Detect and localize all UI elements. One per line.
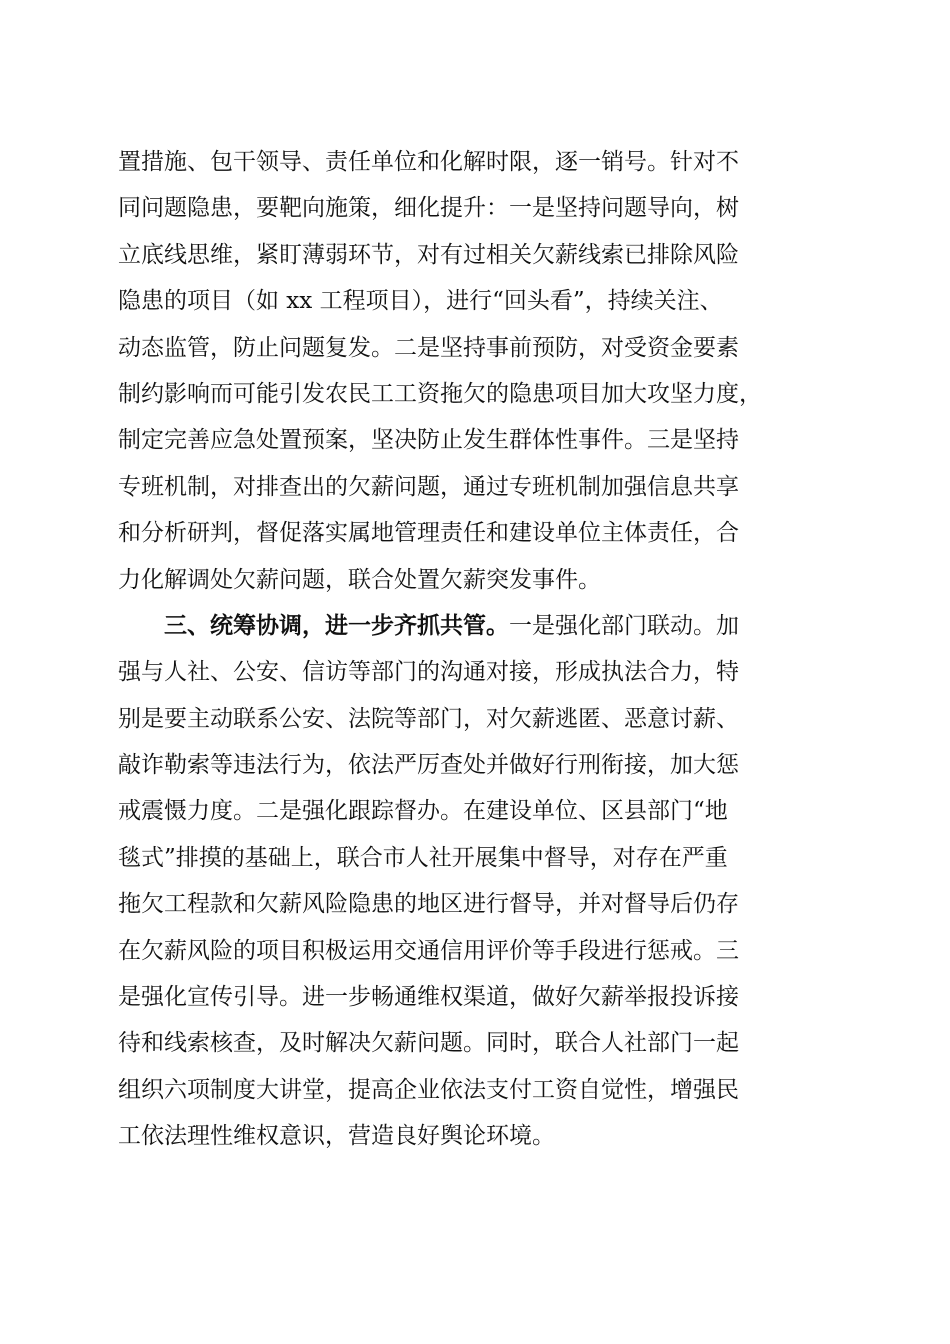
text-line xyxy=(118,603,838,649)
section-heading: 三、统筹协调，进一步齐抓共管。 xyxy=(164,612,509,639)
text-line: 制约影响而可能引发农民工工资拖欠的隐患项目加大攻坚力度， xyxy=(118,380,762,407)
text-line: 组织六项制度大讲堂，提高企业依法支付工资自觉性，增强民 xyxy=(118,1076,739,1103)
paragraph xyxy=(118,139,838,603)
text-line: 敲诈勒索等违法行为，依法严厉查处并做好行刑衔接，加大惩 xyxy=(118,752,739,779)
text-line: 力化解调处欠薪问题，联合处置欠薪突发事件。 xyxy=(118,566,601,593)
text-line: 同问题隐患，要靶向施策，细化提升：一是坚持问题导向，树 xyxy=(118,195,739,222)
text-line: 工依法理性维权意识，营造良好舆论环境。 xyxy=(118,1123,555,1150)
text-run: 一是强化部门联动。加 xyxy=(509,612,739,639)
text-line: 专班机制，对排查出的欠薪问题，通过专班机制加强信息共享 xyxy=(118,473,739,500)
text-line: 隐患的项目（如 xx 工程项目），进行“回头看”，持续关注、 xyxy=(118,288,723,315)
document-body xyxy=(118,139,838,1160)
text-line: 制定完善应急处置预案，坚决防止发生群体性事件。三是坚持 xyxy=(118,427,739,454)
text-line: 强与人社、公安、信访等部门的沟通对接，形成执法合力，特 xyxy=(118,659,739,686)
text-line: 是强化宣传引导。进一步畅通维权渠道，做好欠薪举报投诉接 xyxy=(118,984,739,1011)
text-line: 别是要主动联系公安、法院等部门，对欠薪逃匿、恶意讨薪、 xyxy=(118,705,739,732)
text-line: 拖欠工程款和欠薪风险隐患的地区进行督导，并对督导后仍存 xyxy=(118,891,739,918)
text-line: 动态监管，防止问题复发。二是坚持事前预防，对受资金要素 xyxy=(118,334,739,361)
text-line: 在欠薪风险的项目积极运用交通信用评价等手段进行惩戒。三 xyxy=(118,937,739,964)
paragraph xyxy=(118,603,838,1160)
text-line: 立底线思维，紧盯薄弱环节，对有过相关欠薪线索已排除风险 xyxy=(118,241,739,268)
text-line: 毯式”排摸的基础上，联合市人社开展集中督导，对存在严重 xyxy=(118,844,728,871)
text-line: 戒震慑力度。二是强化跟踪督办。在建设单位、区县部门“地 xyxy=(118,798,728,825)
text-line: 待和线索核查，及时解决欠薪问题。同时，联合人社部门一起 xyxy=(118,1030,739,1057)
text-line: 置措施、包干领导、责任单位和化解时限，逐一销号。针对不 xyxy=(118,149,739,175)
text-line: 和分析研判，督促落实属地管理责任和建设单位主体责任，合 xyxy=(118,520,739,547)
